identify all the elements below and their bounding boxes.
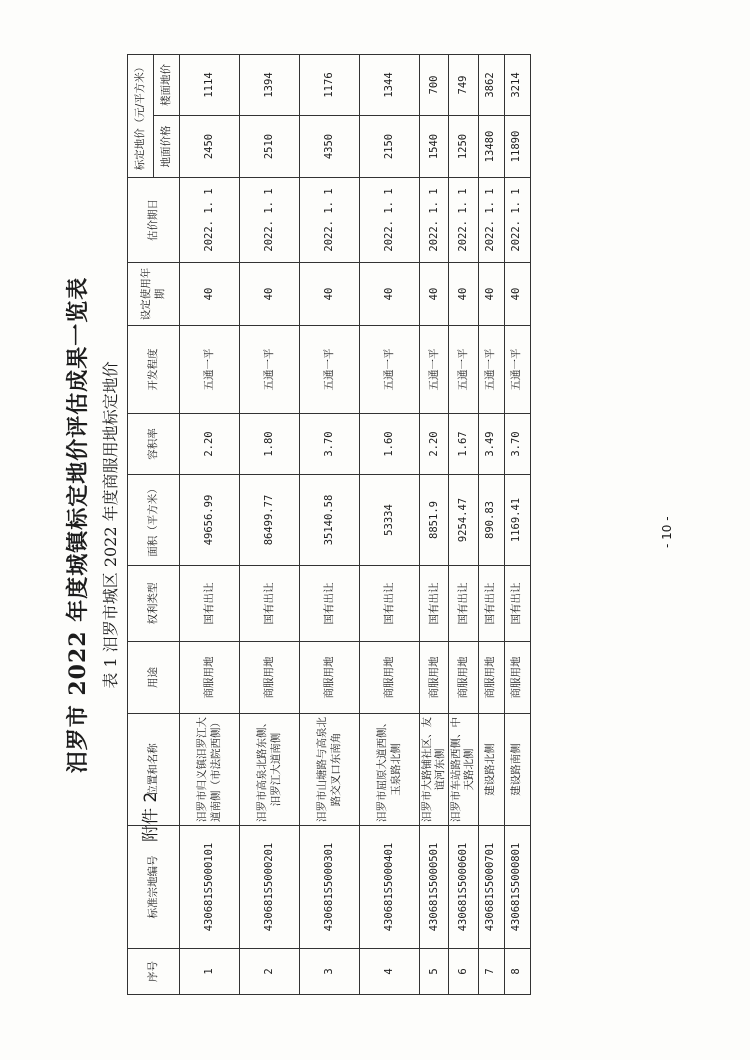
- cell-dev: 五通一平: [180, 326, 240, 414]
- cell-location: 汨罗市高泉北路东侧、汨罗江大道南侧: [240, 714, 300, 826]
- table-row: [180, 54, 240, 994]
- cell-usage: 商服用地: [360, 642, 420, 714]
- cell-land-price: 1540: [420, 116, 449, 178]
- cell-date: 2022. 1. 1: [504, 178, 530, 263]
- cell-usage: 商服用地: [420, 642, 449, 714]
- cell-land-price: 4350: [300, 116, 360, 178]
- page-number: - 10 -: [660, 516, 674, 548]
- cell-dev: 五通一平: [420, 326, 449, 414]
- cell-location: 汨罗市屈原大道西侧、玉泉路北侧: [360, 714, 420, 826]
- header-years: 设定使用年期: [128, 263, 180, 326]
- cell-area: 9254.47: [449, 475, 478, 566]
- cell-rights: 国有出让: [240, 566, 300, 642]
- cell-dev: 五通一平: [240, 326, 300, 414]
- cell-date: 2022. 1. 1: [478, 178, 504, 263]
- cell-years: 40: [478, 263, 504, 326]
- rotated-page: [65, 55, 625, 995]
- cell-floor-price: 749: [449, 54, 478, 115]
- cell-years: 40: [360, 263, 420, 326]
- cell-far: 1.67: [449, 414, 478, 475]
- cell-far: 2.20: [420, 414, 449, 475]
- cell-code: 430681S5000601: [449, 826, 478, 949]
- cell-seq: 3: [300, 949, 360, 995]
- cell-rights: 国有出让: [180, 566, 240, 642]
- cell-area: 35140.58: [300, 475, 360, 566]
- cell-code: 430681S5000801: [504, 826, 530, 949]
- cell-floor-price: 1114: [180, 54, 240, 115]
- cell-far: 3.70: [504, 414, 530, 475]
- header-seq: 序号: [128, 949, 180, 995]
- cell-far: 1.60: [360, 414, 420, 475]
- cell-area: 53334: [360, 475, 420, 566]
- cell-code: 430681S5000301: [300, 826, 360, 949]
- cell-code: 430681S5000101: [180, 826, 240, 949]
- cell-dev: 五通一平: [360, 326, 420, 414]
- header-floor-price: 楼面地价: [154, 54, 180, 115]
- header-area: 面积（平方米）: [128, 475, 180, 566]
- cell-floor-price: 3862: [478, 54, 504, 115]
- cell-seq: 1: [180, 949, 240, 995]
- cell-floor-price: 700: [420, 54, 449, 115]
- cell-land-price: 13480: [478, 116, 504, 178]
- cell-dev: 五通一平: [504, 326, 530, 414]
- header-rights: 权利类型: [128, 566, 180, 642]
- header-price-group: 标定地价（元/平方米）: [128, 54, 154, 177]
- cell-floor-price: 1394: [240, 54, 300, 115]
- cell-area: 890.83: [478, 475, 504, 566]
- attachment-label: 附件 2: [141, 791, 161, 842]
- table-caption: 表 1 汨罗市城区 2022 年度商服用地标定地价: [101, 361, 120, 689]
- cell-dev: 五通一平: [449, 326, 478, 414]
- cell-seq: 4: [360, 949, 420, 995]
- cell-land-price: 2510: [240, 116, 300, 178]
- header-dev: 开发程度: [128, 326, 180, 414]
- cell-years: 40: [300, 263, 360, 326]
- cell-date: 2022. 1. 1: [360, 178, 420, 263]
- cell-far: 2.20: [180, 414, 240, 475]
- cell-code: 430681S5000501: [420, 826, 449, 949]
- cell-far: 3.49: [478, 414, 504, 475]
- cell-land-price: 1250: [449, 116, 478, 178]
- price-table: [127, 54, 531, 995]
- header-land-price: 地面价格: [154, 116, 180, 178]
- cell-code: 430681S5000701: [478, 826, 504, 949]
- cell-years: 40: [420, 263, 449, 326]
- cell-far: 1.80: [240, 414, 300, 475]
- table-row: [420, 54, 449, 994]
- cell-seq: 5: [420, 949, 449, 995]
- table-row: [478, 54, 504, 994]
- cell-date: 2022. 1. 1: [180, 178, 240, 263]
- table-row: [449, 54, 478, 994]
- header-usage: 用途: [128, 642, 180, 714]
- header-location: 位置和名称: [128, 714, 180, 826]
- cell-usage: 商服用地: [180, 642, 240, 714]
- cell-rights: 国有出让: [360, 566, 420, 642]
- table-row: [360, 54, 420, 994]
- cell-location: 建设路北侧: [478, 714, 504, 826]
- cell-rights: 国有出让: [300, 566, 360, 642]
- cell-date: 2022. 1. 1: [420, 178, 449, 263]
- document-title: 汨罗市 2022 年度城镇标定地价评估成果一览表: [65, 276, 91, 774]
- cell-rights: 国有出让: [449, 566, 478, 642]
- cell-location: 汨罗市车站路西侧、中天路北侧: [449, 714, 478, 826]
- cell-floor-price: 1176: [300, 54, 360, 115]
- cell-code: 430681S5000201: [240, 826, 300, 949]
- price-table-wrapper: [127, 55, 531, 995]
- cell-date: 2022. 1. 1: [240, 178, 300, 263]
- cell-far: 3.70: [300, 414, 360, 475]
- header-far: 容积率: [128, 414, 180, 475]
- cell-date: 2022. 1. 1: [449, 178, 478, 263]
- cell-area: 49656.99: [180, 475, 240, 566]
- cell-floor-price: 1344: [360, 54, 420, 115]
- cell-code: 430681S5000401: [360, 826, 420, 949]
- cell-rights: 国有出让: [478, 566, 504, 642]
- cell-usage: 商服用地: [300, 642, 360, 714]
- cell-location: 汨罗市山塘路与高泉北路交叉口东南角: [300, 714, 360, 826]
- cell-location: 建设路南侧: [504, 714, 530, 826]
- table-row: [504, 54, 530, 994]
- cell-date: 2022. 1. 1: [300, 178, 360, 263]
- cell-seq: 6: [449, 949, 478, 995]
- cell-area: 86499.77: [240, 475, 300, 566]
- cell-area: 8851.9: [420, 475, 449, 566]
- header-code: 标准宗地编号: [128, 826, 180, 949]
- cell-usage: 商服用地: [449, 642, 478, 714]
- cell-land-price: 11890: [504, 116, 530, 178]
- cell-location: 汨罗市大路铺社区、友谊河东侧: [420, 714, 449, 826]
- cell-dev: 五通一平: [300, 326, 360, 414]
- table-row: [300, 54, 360, 994]
- cell-years: 40: [180, 263, 240, 326]
- cell-area: 1169.41: [504, 475, 530, 566]
- cell-years: 40: [240, 263, 300, 326]
- cell-seq: 2: [240, 949, 300, 995]
- cell-seq: 7: [478, 949, 504, 995]
- cell-usage: 商服用地: [504, 642, 530, 714]
- cell-dev: 五通一平: [478, 326, 504, 414]
- cell-land-price: 2450: [180, 116, 240, 178]
- cell-years: 40: [504, 263, 530, 326]
- cell-seq: 8: [504, 949, 530, 995]
- table-row: [240, 54, 300, 994]
- cell-floor-price: 3214: [504, 54, 530, 115]
- cell-land-price: 2150: [360, 116, 420, 178]
- cell-usage: 商服用地: [478, 642, 504, 714]
- header-date: 估价期日: [128, 178, 180, 263]
- cell-rights: 国有出让: [420, 566, 449, 642]
- cell-rights: 国有出让: [504, 566, 530, 642]
- cell-years: 40: [449, 263, 478, 326]
- cell-usage: 商服用地: [240, 642, 300, 714]
- cell-location: 汨罗市归义镇汨罗江大道南侧（市法院西侧）: [180, 714, 240, 826]
